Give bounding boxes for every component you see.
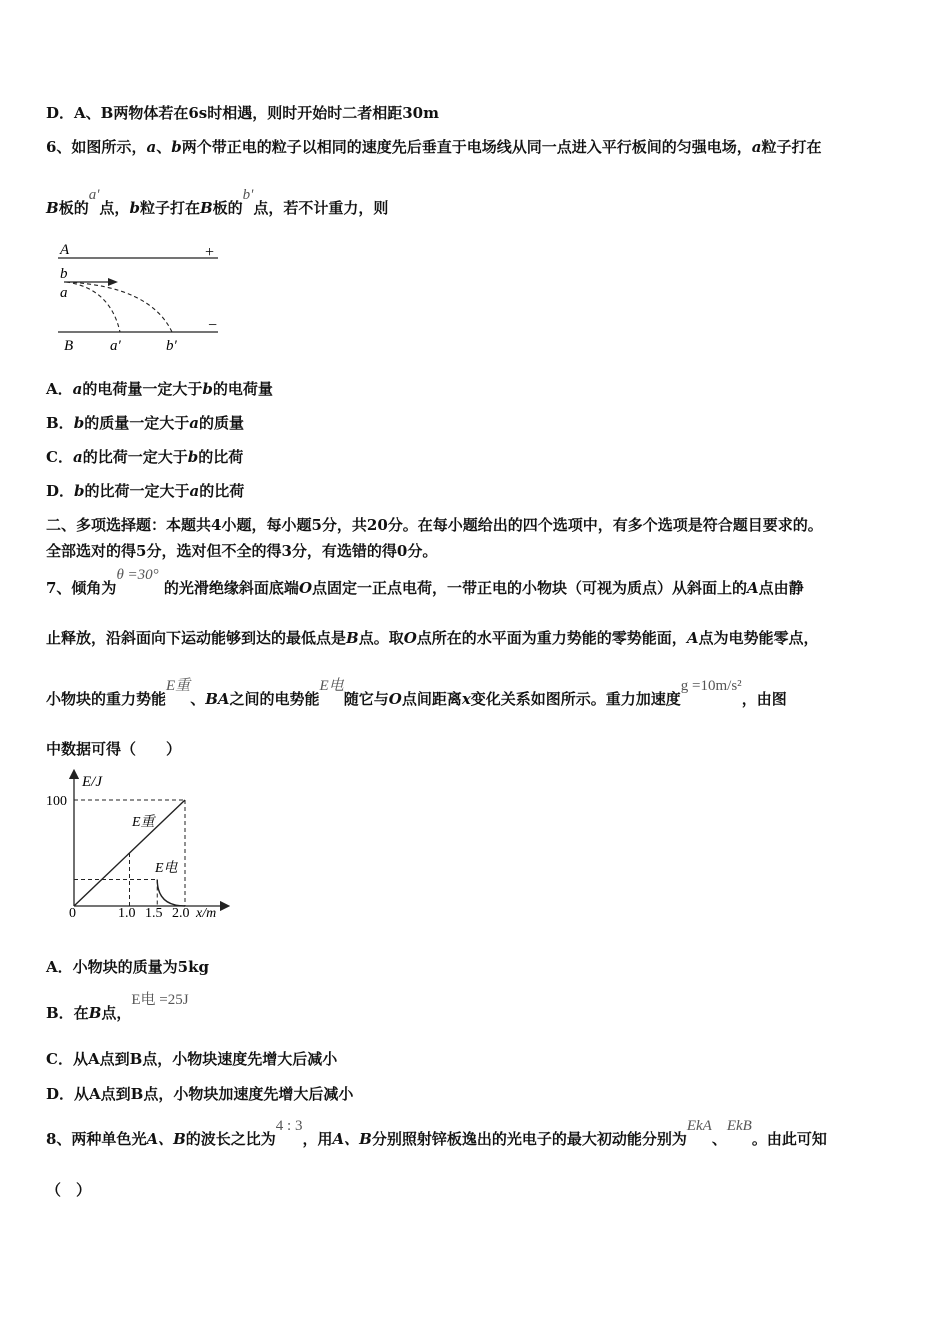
b-prime-symbol: b' [242, 187, 254, 203]
q7-option-d[interactable]: D．从A点到B点，小物块加速度先增大后减小 [46, 1085, 354, 1103]
minus-sign: − [208, 317, 218, 334]
g-expression: g =10m/s² [680, 678, 742, 694]
x-axis-label: x/m [196, 906, 217, 920]
q7-option-b[interactable]: B．在B点，E电 =25J [46, 992, 189, 1022]
e-electric-curve [157, 880, 185, 907]
q7-energy-chart [40, 768, 235, 920]
x-tick-2.0: 2.0 [172, 906, 190, 920]
e-gravity-symbol: E重 [166, 678, 191, 694]
q8-stem-line1: 8、两种单色光A、B的波长之比为4 : 3，用A、B分别照射锌板逸出的光电子的最大初动能分别为EkA、EkB。由此可知 [46, 1118, 827, 1148]
q6-option-c[interactable]: C．a的比荷一定大于b的比荷 [46, 448, 244, 466]
eka-symbol: EkA [686, 1118, 712, 1134]
e-electric-curve-label: E电 [155, 861, 178, 876]
b-option-math: E电 =25J [131, 992, 189, 1008]
plate-b-label: B [64, 338, 74, 354]
a-prime-symbol: a' [88, 187, 100, 203]
q6-stem-line1: 6、如图所示，a、b两个带正电的粒子以相同的速度先后垂直于电场线从同一点进入平行板间的匀强电场，a粒子打在 [46, 138, 822, 156]
q6-plates-figure [50, 238, 230, 356]
q8-stem-line2: （ ） [46, 1181, 92, 1199]
e-gravity-curve-label: E重 [132, 815, 155, 830]
plate-a-label: A [60, 242, 70, 258]
q7-stem-line4: 中数据可得（ ） [46, 740, 182, 758]
q7-option-c[interactable]: C．从A点到B点，小物块速度先增大后减小 [46, 1050, 338, 1068]
velocity-arrowhead [108, 278, 118, 286]
trajectory-a [66, 282, 120, 332]
q7-stem-line3: 小物块的重力势能E重、BA之间的电势能E电随它与O点间距离x变化关系如图所示。重力加速度g =10m/s²，由图 [46, 678, 787, 708]
plus-sign: + [205, 244, 215, 261]
q6-option-b[interactable]: B．b的质量一定大于a的质量 [46, 414, 244, 432]
x-tick-1.5: 1.5 [145, 906, 163, 920]
y-axis-label: E/J [82, 774, 102, 790]
e-electric-symbol: E电 [319, 678, 344, 694]
theta-expression: θ =30° [116, 567, 159, 583]
particle-b-label: b [60, 266, 68, 282]
ratio-expression: 4 : 3 [275, 1118, 303, 1134]
a-prime-label: a′ [110, 338, 121, 354]
prev-option-d: D．A、B两物体若在6s时相遇，则时开始时二者相距30m [46, 104, 439, 122]
x-tick-0: 0 [69, 906, 76, 920]
ekb-symbol: EkB [726, 1118, 752, 1134]
trajectory-b [66, 282, 172, 332]
section2-line2: 全部选对的得5分，选对但不全的得3分，有选错的得0分。 [46, 542, 438, 560]
y-tick-100: 100 [46, 794, 67, 809]
q6-option-d[interactable]: D．b的比荷一定大于a的比荷 [46, 482, 245, 500]
q7-stem-line2: 止释放，沿斜面向下运动能够到达的最低点是B点。取O点所在的水平面为重力势能的零势能面，A点为电势能零点， [46, 629, 819, 647]
q6-stem-line2: B板的a'点，b粒子打在B板的b'点，若不计重力，则 [46, 187, 389, 217]
particle-a-label: a [60, 285, 68, 301]
b-prime-label: b′ [166, 338, 177, 354]
q7-option-a[interactable]: A．小物块的质量为5kg [46, 958, 209, 976]
q7-stem-line1: 7、倾角为θ =30° 的光滑绝缘斜面底端O点固定一正点电荷，一带正电的小物块（可视为质点）从斜面上的A点由静 [46, 567, 804, 597]
x-tick-1.0: 1.0 [118, 906, 136, 920]
q6-option-a[interactable]: A．a的电荷量一定大于b的电荷量 [46, 380, 273, 398]
section2-line1: 二、多项选择题：本题共4小题，每小题5分，共20分。在每小题给出的四个选项中，有多个选项是符合题目要求的。 [46, 516, 823, 534]
